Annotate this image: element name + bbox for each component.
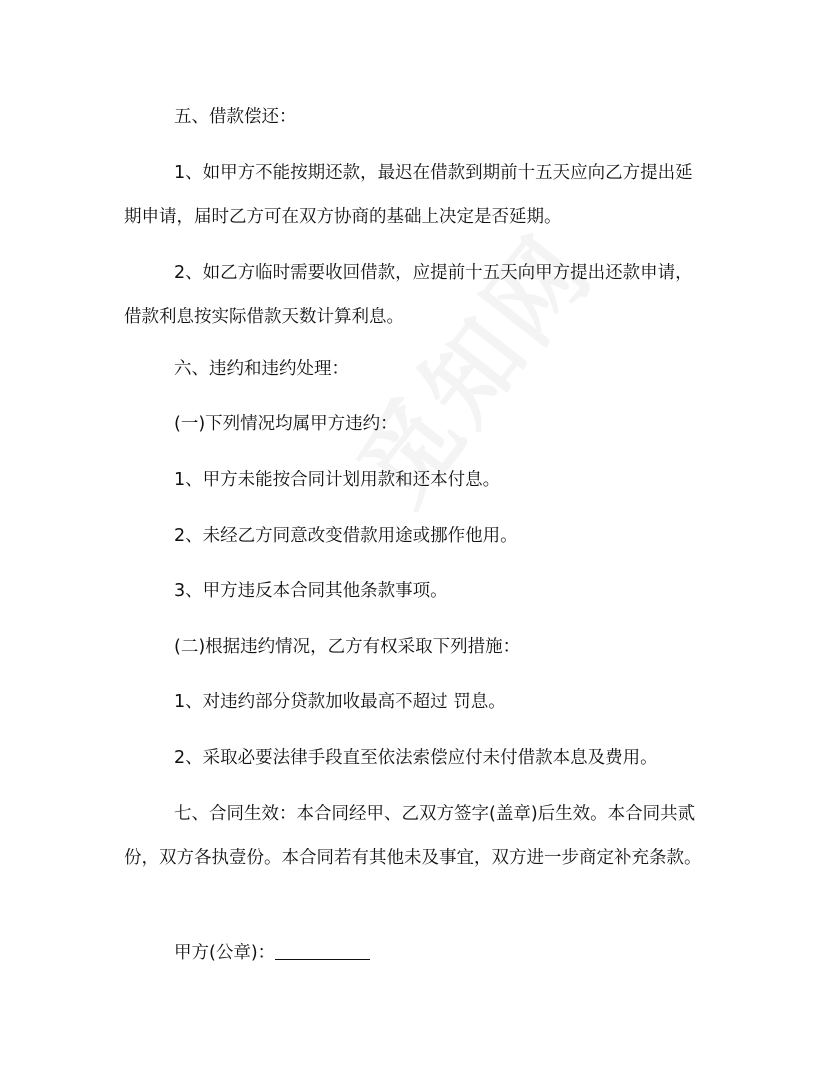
paragraph-early-recall: 2、如乙方临时需要收回借款，应提前十五天向甲方提出还款申请，借款利息按实际借款天数计算利息。	[124, 263, 693, 327]
list-item-breach-2: 2、未经乙方同意改变借款用途或挪作他用。	[174, 526, 518, 546]
list-item-breach-3: 3、甲方违反本合同其他条款事项。	[174, 581, 448, 601]
list-item-remedy-2: 2、采取必要法律手段直至依法索偿应付未付借款本息及费用。	[174, 748, 658, 768]
signature-blank[interactable]	[275, 958, 370, 960]
subheading-party-a-breach: (一)下列情况均属甲方违约：	[174, 414, 398, 434]
subheading-remedies: (二)根据违约情况，乙方有权采取下列措施：	[174, 637, 521, 657]
section-heading-repayment: 五、借款偿还：	[174, 107, 297, 127]
signature-line-party-a: 甲方(公章)：	[124, 931, 704, 975]
section-contract-effect: 七、合同生效：本合同经甲、乙双方签字(盖章)后生效。本合同共贰份，双方各执壹份。本合同若有其他未及事宜，双方进一步商定补充条款。	[124, 804, 702, 868]
paragraph-repayment-extension: 1、如甲方不能按期还款，最迟在借款到期前十五天应向乙方提出延期申请，届时乙方可在双方协商的基础上决定是否延期。	[124, 163, 693, 227]
list-item-remedy-1: 1、对违约部分贷款加收最高不超过 罚息。	[174, 692, 506, 712]
list-item-breach-1: 1、甲方未能按合同计划用款和还本付息。	[174, 470, 501, 490]
section-heading-breach: 六、违约和违约处理：	[174, 359, 349, 379]
